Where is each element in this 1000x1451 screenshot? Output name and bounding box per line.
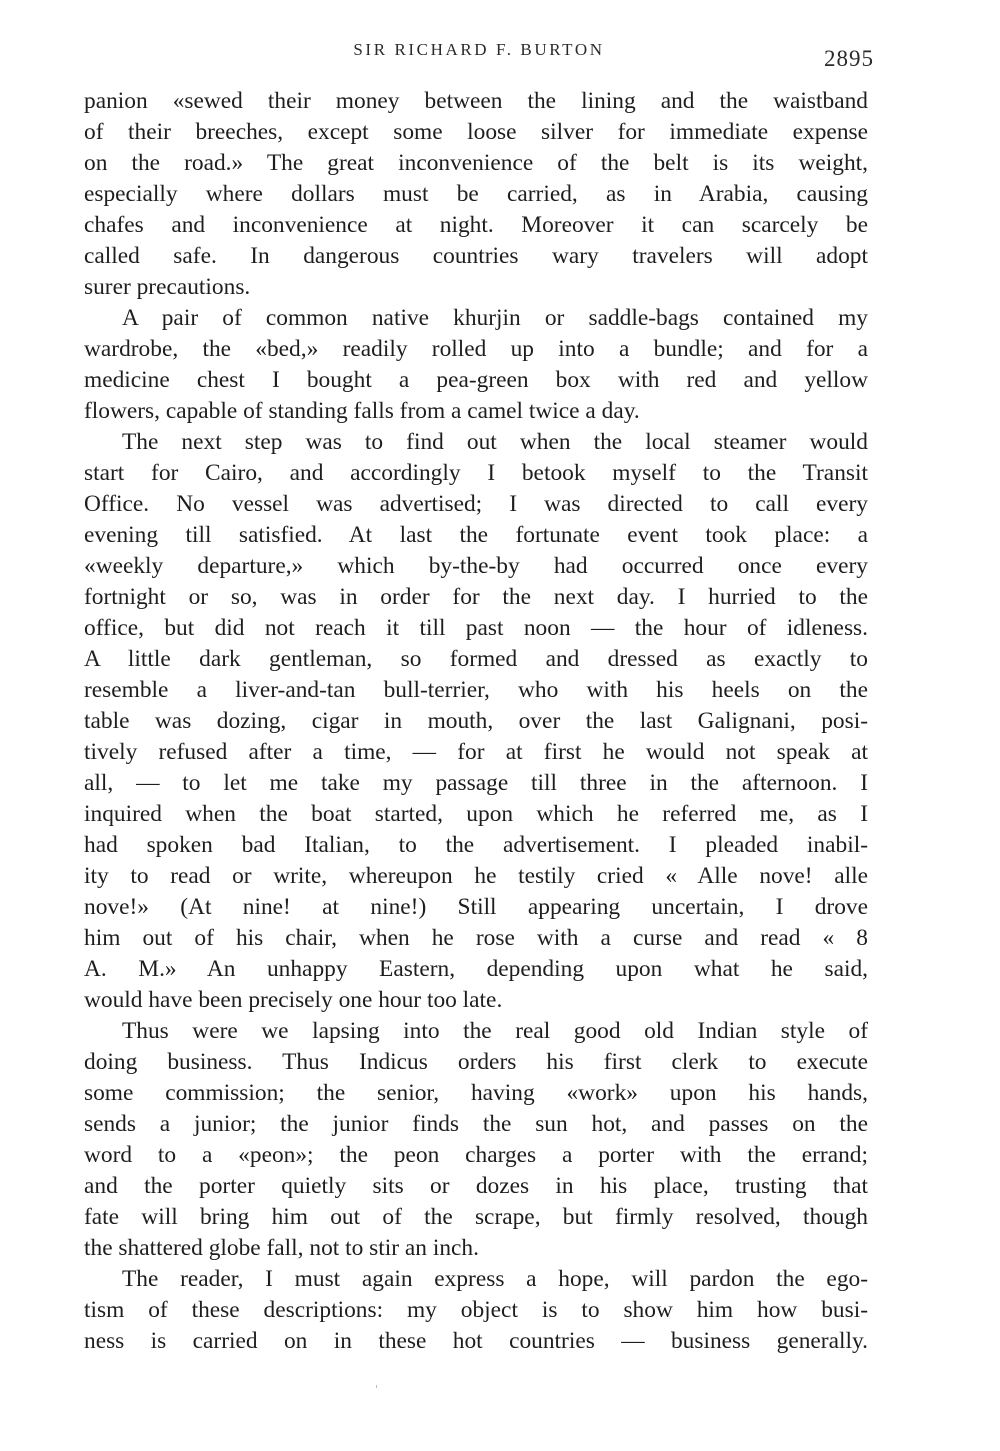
- text-line: especially where dollars must be carried, as in Arabia, causing: [84, 181, 868, 207]
- text-line: Thus were we lapsing into the real good old Indian style of: [122, 1018, 868, 1044]
- text-line: inquired when the boat started, upon which he referred me, as I: [84, 801, 868, 827]
- text-line: office, but did not reach it till past noon — the hour of idleness.: [84, 615, 868, 641]
- running-title: SIR RICHARD F. BURTON: [353, 40, 605, 59]
- text-line: A. M.» An unhappy Eastern, depending upon what he said,: [84, 956, 868, 982]
- text-line: would have been precisely one hour too late.: [84, 987, 503, 1013]
- text-line: fate will bring him out of the scrape, but firmly resolved, though: [84, 1204, 868, 1230]
- text-line: evening till satisfied. At last the fortunate event took place: a: [84, 522, 868, 548]
- text-line: surer precautions.: [84, 274, 251, 300]
- text-line: ness is carried on in these hot countries — business generally.: [84, 1328, 868, 1354]
- page-number: 2895: [824, 46, 874, 71]
- paragraph: [84, 86, 868, 303]
- text-line: some commission; the senior, having «work» upon his hands,: [84, 1080, 868, 1106]
- text-line: the shattered globe fall, not to stir an inch.: [84, 1235, 479, 1261]
- paragraph: [84, 427, 868, 1016]
- text-line: and the porter quietly sits or dozes in his place, trusting that: [84, 1173, 868, 1199]
- body-text: [84, 86, 868, 1357]
- text-line: nove!» (At nine! at nine!) Still appearing uncertain, I drove: [84, 894, 868, 920]
- text-line: medicine chest I bought a pea-green box with red and yellow: [84, 367, 868, 393]
- text-line: panion «sewed their money between the lining and the waistband: [84, 88, 868, 114]
- text-line: him out of his chair, when he rose with a curse and read « 8: [84, 925, 868, 951]
- text-line: sends a junior; the junior finds the sun hot, and passes on the: [84, 1111, 868, 1137]
- text-line: called safe. In dangerous countries wary travelers will adopt: [84, 243, 868, 269]
- text-line: ity to read or write, whereupon he testily cried « Alle nove! alle: [84, 863, 868, 889]
- text-line: start for Cairo, and accordingly I betook myself to the Transit: [84, 460, 868, 486]
- text-line: A pair of common native khurjin or saddle-bags contained my: [122, 305, 868, 331]
- print-speck: [376, 1385, 377, 1388]
- text-line: tively refused after a time, — for at first he would not speak at: [84, 739, 868, 765]
- text-line: Office. No vessel was advertised; I was directed to call every: [84, 491, 868, 517]
- running-head: [84, 40, 874, 70]
- text-line: «weekly departure,» which by-the-by had occurred once every: [84, 553, 868, 579]
- paragraph: [84, 1264, 868, 1357]
- text-line: The reader, I must again express a hope, will pardon the ego-: [122, 1266, 868, 1292]
- text-line: doing business. Thus Indicus orders his first clerk to execute: [84, 1049, 868, 1075]
- text-line: wardrobe, the «bed,» readily rolled up into a bundle; and for a: [84, 336, 868, 362]
- text-line: word to a «peon»; the peon charges a porter with the errand;: [84, 1142, 868, 1168]
- text-line: flowers, capable of standing falls from a camel twice a day.: [84, 398, 640, 424]
- text-line: all, — to let me take my passage till three in the afternoon. I: [84, 770, 868, 796]
- paragraph: [84, 1016, 868, 1264]
- paragraph: [84, 303, 868, 427]
- text-line: The next step was to find out when the local steamer would: [122, 429, 868, 455]
- text-line: tism of these descriptions: my object is to show him how busi-: [84, 1297, 868, 1323]
- text-line: resemble a liver-and-tan bull-terrier, who with his heels on the: [84, 677, 868, 703]
- text-line: A little dark gentleman, so formed and dressed as exactly to: [84, 646, 868, 672]
- text-line: had spoken bad Italian, to the advertisement. I pleaded inabil-: [84, 832, 868, 858]
- text-line: table was dozing, cigar in mouth, over the last Galignani, posi-: [84, 708, 868, 734]
- text-line: fortnight or so, was in order for the next day. I hurried to the: [84, 584, 868, 610]
- text-line: chafes and inconvenience at night. Moreover it can scarcely be: [84, 212, 868, 238]
- text-line: on the road.» The great inconvenience of the belt is its weight,: [84, 150, 868, 176]
- text-line: of their breeches, except some loose silver for immediate expense: [84, 119, 868, 145]
